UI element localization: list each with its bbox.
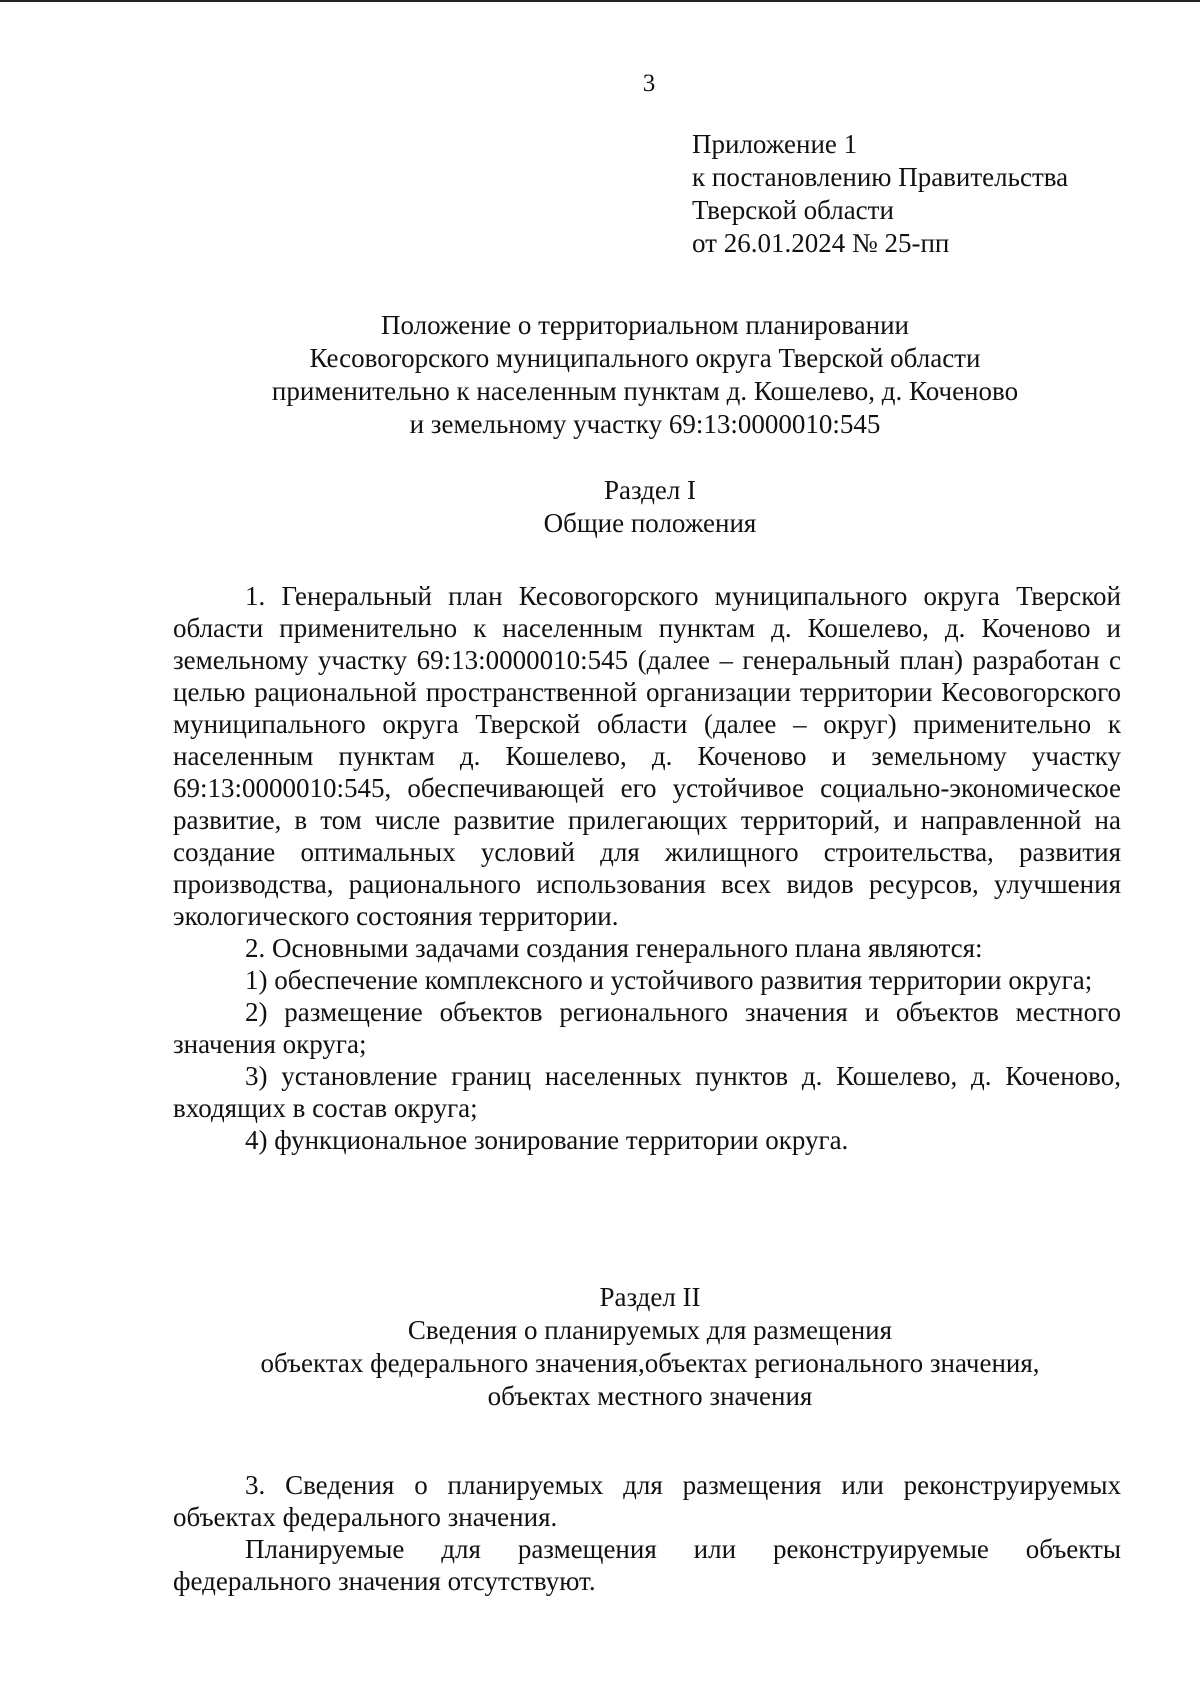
section-title: Общие положения <box>543 508 757 538</box>
appendix-line: от 26.01.2024 № 25-пп <box>692 228 950 258</box>
appendix-line: Приложение 1 <box>692 129 858 159</box>
section-title-line: объектах местного значения <box>487 1381 813 1411</box>
section-title-line: Сведения о планируемых для размещения <box>407 1315 893 1345</box>
appendix-line: к постановлению Правительства <box>692 162 1069 192</box>
section-number: Раздел II <box>599 1282 701 1312</box>
appendix-reference <box>692 128 1068 260</box>
title-line: и земельному участку 69:13:0000010:545 <box>409 409 881 439</box>
title-line: Кесовогорского муниципального округа Тверской области <box>309 343 981 373</box>
section-2-body <box>173 1469 1121 1597</box>
section-title-line: объектах федерального значения,объектах регионального значения, <box>260 1348 1040 1378</box>
list-item: 2) размещение объектов регионального значения и объектов местного значения округа; <box>173 997 1121 1059</box>
page-number: 3 <box>642 70 656 97</box>
paragraph: 3. Сведения о планируемых для размещения или реконструируемых объектах федерального значения. <box>173 1470 1121 1532</box>
section-1-body <box>173 580 1121 1156</box>
appendix-line: Тверской области <box>692 195 894 225</box>
list-item: 4) функциональное зонирование территории округа. <box>245 1125 849 1155</box>
paragraph: 1. Генеральный план Кесовогорского муниципального округа Тверской области применительно к населенным пунктам д. Кошелево, д. Коченово и земельному участку 69:13:0000010:545 (далее – генеральный план) разработан с целью рациональной пространственной организации территории Кесовогорского муниципального округа Тверской области (далее – округ) применительно к населенным пунктам д. Кошелево, д. Коченово и земельному участку 69:13:0000010:545, обеспечивающей его устойчивое социально-экономическое развитие, в том числе развитие прилегающих территорий, и направленной на создание оптимальных условий для жилищного строительства, развития производства, рационального использования всех видов ресурсов, улучшения экологического состояния территории. <box>173 581 1121 931</box>
title-line: Положение о территориальном планировании <box>380 310 910 340</box>
scan-edge <box>0 0 1200 2</box>
section-number: Раздел I <box>603 475 697 505</box>
paragraph: 2. Основными задачами создания генерального плана являются: <box>245 933 983 963</box>
list-item: 1) обеспечение комплексного и устойчивого развития территории округа; <box>245 965 1093 995</box>
document-title <box>230 309 1060 441</box>
list-item: 3) установление границ населенных пунктов д. Кошелево, д. Коченово, входящих в состав округа; <box>173 1061 1121 1123</box>
section-2-heading <box>200 1281 1100 1413</box>
section-1-heading <box>250 474 1050 540</box>
title-line: применительно к населенным пунктам д. Кошелево, д. Коченово <box>271 376 1019 406</box>
paragraph: Планируемые для размещения или реконструируемые объекты федерального значения отсутствуют. <box>173 1534 1121 1596</box>
